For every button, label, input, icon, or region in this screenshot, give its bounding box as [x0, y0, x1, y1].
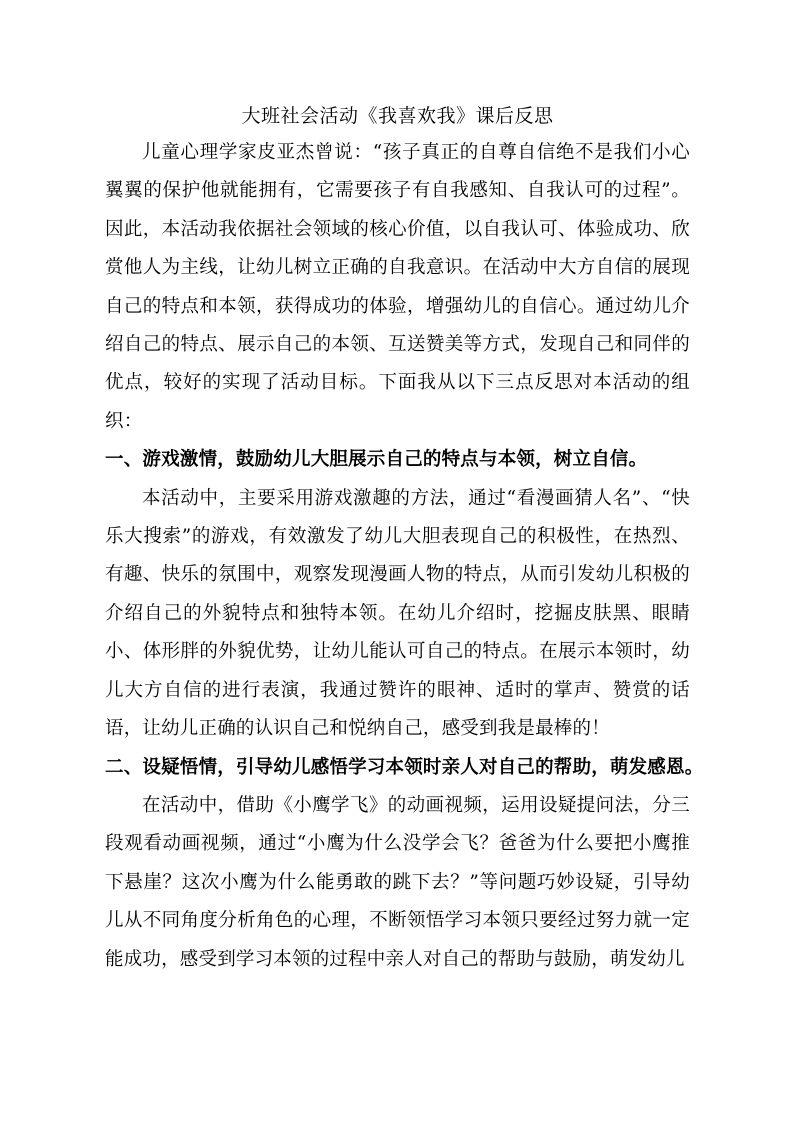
section-1-heading: 一、游戏激情，鼓励幼儿大胆展示自己的特点与本领，树立自信。	[105, 449, 648, 471]
section-2-paragraph: 在活动中，借助《小鹰学飞》的动画视频，运用设疑提问法，分三段观看动画视频，通过“小鹰为什么没学会飞？爸爸为什么要把小鹰推下悬崖？这次小鹰为什么能勇敢的跳下去？”等问题巧妙设疑，引导幼儿从不同角度分析角色的心理，不断领悟学习本领只要经过努力就一定能成功，感受到学习本领的过程中亲人对自己的帮助与鼓励，萌发幼儿	[105, 794, 690, 970]
section-2-heading: 二、设疑悟情，引导幼儿感悟学习本领时亲人对自己的帮助，萌发感恩。	[105, 756, 704, 778]
document-page	[105, 98, 704, 979]
document-title: 大班社会活动《我喜欢我》课后反思	[241, 105, 554, 127]
intro-paragraph: 儿童心理学家皮亚杰曾说：“孩子真正的自尊自信绝不是我们小心翼翼的保护他就能拥有，它需要孩子有自我感知、自我认可的过程”。因此，本活动我依据社会领域的核心价值，以自我认可、体验成功、欣赏他人为主线，让幼儿树立正确的自我意识。在活动中大方自信的展现自己的特点和本领，获得成功的体验，增强幼儿的自信心。通过幼儿介绍自己的特点、展示自己的本领、互送赞美等方式，发现自己和同伴的优点，较好的实现了活动目标。下面我从以下三点反思对本活动的组织：	[105, 142, 690, 432]
section-1-paragraph: 本活动中，主要采用游戏激趣的方法，通过“看漫画猜人名”、“快乐大搜索”的游戏，有效激发了幼儿大胆表现自己的积极性，在热烈、有趣、快乐的氛围中，观察发现漫画人物的特点，从而引发幼儿积极的介绍自己的外貌特点和独特本领。在幼儿介绍时，挖掘皮肤黑、眼睛小、体形胖的外貌优势，让幼儿能认可自己的特点。在展示本领时，幼儿大方自信的进行表演，我通过赞许的眼神、适时的掌声、赞赏的话语，让幼儿正确的认识自己和悦纳自己，感受到我是最棒的！	[105, 487, 690, 740]
